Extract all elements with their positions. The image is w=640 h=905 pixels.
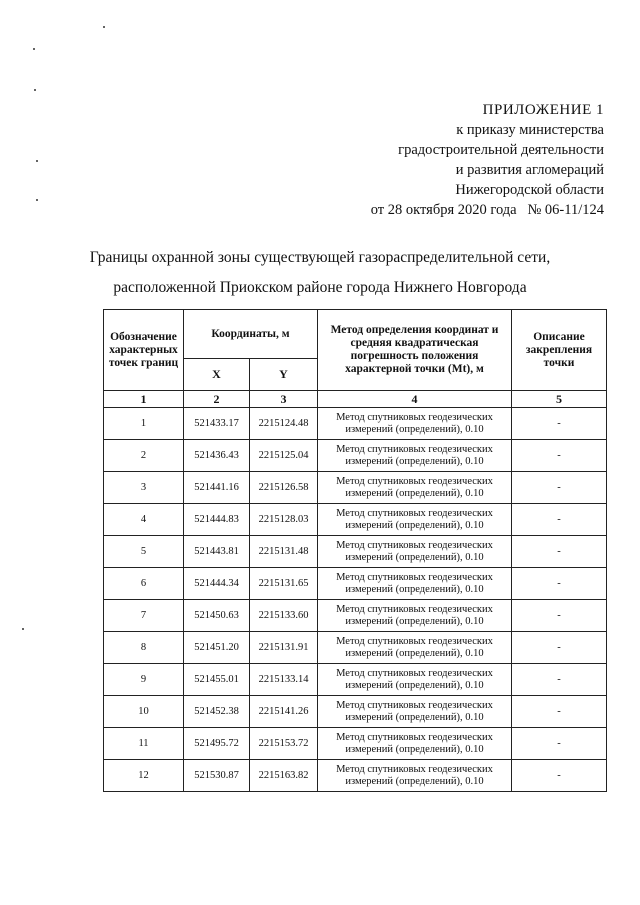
y-coordinate-cell: 2215163.82	[250, 760, 318, 792]
column-number: 4	[318, 391, 512, 408]
table-row	[104, 696, 607, 728]
method-line: измерений (определений), 0.10	[345, 551, 484, 563]
header-line: градостроительной деятельности	[398, 142, 604, 158]
header-line: от 28 октября 2020 года № 06-11/124	[370, 202, 604, 218]
appendix-title: ПРИЛОЖЕНИЕ 1	[482, 102, 604, 118]
column-number: 5	[512, 391, 607, 408]
method-cell	[318, 728, 512, 760]
table-row	[104, 472, 607, 504]
table-row	[104, 536, 607, 568]
method-line: измерений (определений), 0.10	[345, 615, 484, 627]
table-row	[104, 760, 607, 792]
x-coordinate-cell: 521530.87	[184, 760, 250, 792]
method-cell	[318, 600, 512, 632]
column-number: 3	[250, 391, 318, 408]
x-coordinate-cell: 521495.72	[184, 728, 250, 760]
scan-speck	[103, 26, 105, 28]
point-number-cell: 8	[104, 632, 184, 664]
description-cell: -	[512, 632, 607, 664]
method-line: Метод спутниковых геодезических	[336, 635, 493, 647]
description-cell: -	[512, 536, 607, 568]
method-line: Метод спутниковых геодезических	[336, 475, 493, 487]
point-number-cell: 1	[104, 408, 184, 440]
method-cell	[318, 472, 512, 504]
method-line: измерений (определений), 0.10	[345, 455, 484, 467]
x-coordinate-cell: 521450.63	[184, 600, 250, 632]
method-cell	[318, 568, 512, 600]
x-coordinate-cell: 521455.01	[184, 664, 250, 696]
point-number-cell: 6	[104, 568, 184, 600]
description-cell: -	[512, 504, 607, 536]
header-method: Метод определения координат и средняя квадратическая погрешность положения характерной точки (Mt), м	[318, 310, 512, 391]
method-cell	[318, 664, 512, 696]
y-coordinate-cell: 2215128.03	[250, 504, 318, 536]
y-coordinate-cell: 2215131.48	[250, 536, 318, 568]
description-cell: -	[512, 568, 607, 600]
x-coordinate-cell: 521451.20	[184, 632, 250, 664]
table-row	[104, 632, 607, 664]
y-coordinate-cell: 2215133.14	[250, 664, 318, 696]
y-coordinate-cell: 2215133.60	[250, 600, 318, 632]
scan-speck	[33, 48, 35, 50]
point-number-cell: 9	[104, 664, 184, 696]
description-cell: -	[512, 600, 607, 632]
column-numbers-row	[104, 391, 607, 408]
column-number: 1	[104, 391, 184, 408]
y-coordinate-cell: 2215124.48	[250, 408, 318, 440]
description-cell: -	[512, 408, 607, 440]
method-line: Метод спутниковых геодезических	[336, 507, 493, 519]
method-line: Метод спутниковых геодезических	[336, 763, 493, 775]
method-cell	[318, 696, 512, 728]
header-point: Обозначение характерных точек границ	[104, 310, 184, 391]
x-coordinate-cell: 521444.34	[184, 568, 250, 600]
boundary-points-table	[103, 309, 607, 792]
point-number-cell: 7	[104, 600, 184, 632]
method-cell	[318, 760, 512, 792]
method-line: Метод спутниковых геодезических	[336, 731, 493, 743]
method-cell	[318, 504, 512, 536]
method-line: Метод спутниковых геодезических	[336, 699, 493, 711]
description-cell: -	[512, 472, 607, 504]
x-coordinate-cell: 521452.38	[184, 696, 250, 728]
method-line: измерений (определений), 0.10	[345, 423, 484, 435]
method-line: Метод спутниковых геодезических	[336, 411, 493, 423]
point-number-cell: 2	[104, 440, 184, 472]
point-number-cell: 12	[104, 760, 184, 792]
method-line: измерений (определений), 0.10	[345, 679, 484, 691]
point-number-cell: 4	[104, 504, 184, 536]
table-row	[104, 664, 607, 696]
header-description: Описание закрепления точки	[512, 310, 607, 391]
y-coordinate-cell: 2215131.91	[250, 632, 318, 664]
method-line: Метод спутниковых геодезических	[336, 603, 493, 615]
document-title-line: Границы охранной зоны существующей газораспределительной сети,	[89, 249, 551, 266]
method-cell	[318, 632, 512, 664]
table-row	[104, 728, 607, 760]
header-line: к приказу министерства	[456, 122, 604, 138]
method-line: измерений (определений), 0.10	[345, 487, 484, 499]
y-coordinate-cell: 2215153.72	[250, 728, 318, 760]
description-cell: -	[512, 760, 607, 792]
header-coordinates: Координаты, м	[184, 310, 318, 359]
method-line: Метод спутниковых геодезических	[336, 443, 493, 455]
y-coordinate-cell: 2215126.58	[250, 472, 318, 504]
method-line: измерений (определений), 0.10	[345, 647, 484, 659]
scan-speck	[36, 199, 38, 201]
y-coordinate-cell: 2215125.04	[250, 440, 318, 472]
method-line: Метод спутниковых геодезических	[336, 571, 493, 583]
description-cell: -	[512, 728, 607, 760]
table-row	[104, 568, 607, 600]
point-number-cell: 11	[104, 728, 184, 760]
point-number-cell: 3	[104, 472, 184, 504]
description-cell: -	[512, 440, 607, 472]
document-title	[0, 243, 640, 303]
description-cell: -	[512, 664, 607, 696]
y-coordinate-cell: 2215141.26	[250, 696, 318, 728]
table-header-row	[104, 310, 607, 359]
column-number: 2	[184, 391, 250, 408]
method-cell	[318, 440, 512, 472]
method-line: Метод спутниковых геодезических	[336, 539, 493, 551]
header-line: и развития агломераций	[455, 162, 604, 178]
document-title-line: расположенной Приокском районе города Нижнего Новгорода	[113, 279, 527, 296]
x-coordinate-cell: 521444.83	[184, 504, 250, 536]
header-y: Y	[250, 359, 318, 391]
method-cell	[318, 408, 512, 440]
description-cell: -	[512, 696, 607, 728]
header-line: Нижегородской области	[455, 182, 604, 198]
table-row	[104, 440, 607, 472]
method-line: измерений (определений), 0.10	[345, 519, 484, 531]
scan-speck	[36, 160, 38, 162]
x-coordinate-cell: 521441.16	[184, 472, 250, 504]
table-row	[104, 600, 607, 632]
scan-speck	[22, 628, 24, 630]
method-line: Метод спутниковых геодезических	[336, 667, 493, 679]
x-coordinate-cell: 521436.43	[184, 440, 250, 472]
point-number-cell: 10	[104, 696, 184, 728]
method-line: измерений (определений), 0.10	[345, 775, 484, 787]
document-header	[371, 100, 604, 220]
scan-speck	[34, 89, 36, 91]
method-line: измерений (определений), 0.10	[345, 711, 484, 723]
header-x: X	[184, 359, 250, 391]
x-coordinate-cell: 521443.81	[184, 536, 250, 568]
method-cell	[318, 536, 512, 568]
table-row	[104, 504, 607, 536]
point-number-cell: 5	[104, 536, 184, 568]
x-coordinate-cell: 521433.17	[184, 408, 250, 440]
table-row	[104, 408, 607, 440]
y-coordinate-cell: 2215131.65	[250, 568, 318, 600]
method-line: измерений (определений), 0.10	[345, 583, 484, 595]
method-line: измерений (определений), 0.10	[345, 743, 484, 755]
